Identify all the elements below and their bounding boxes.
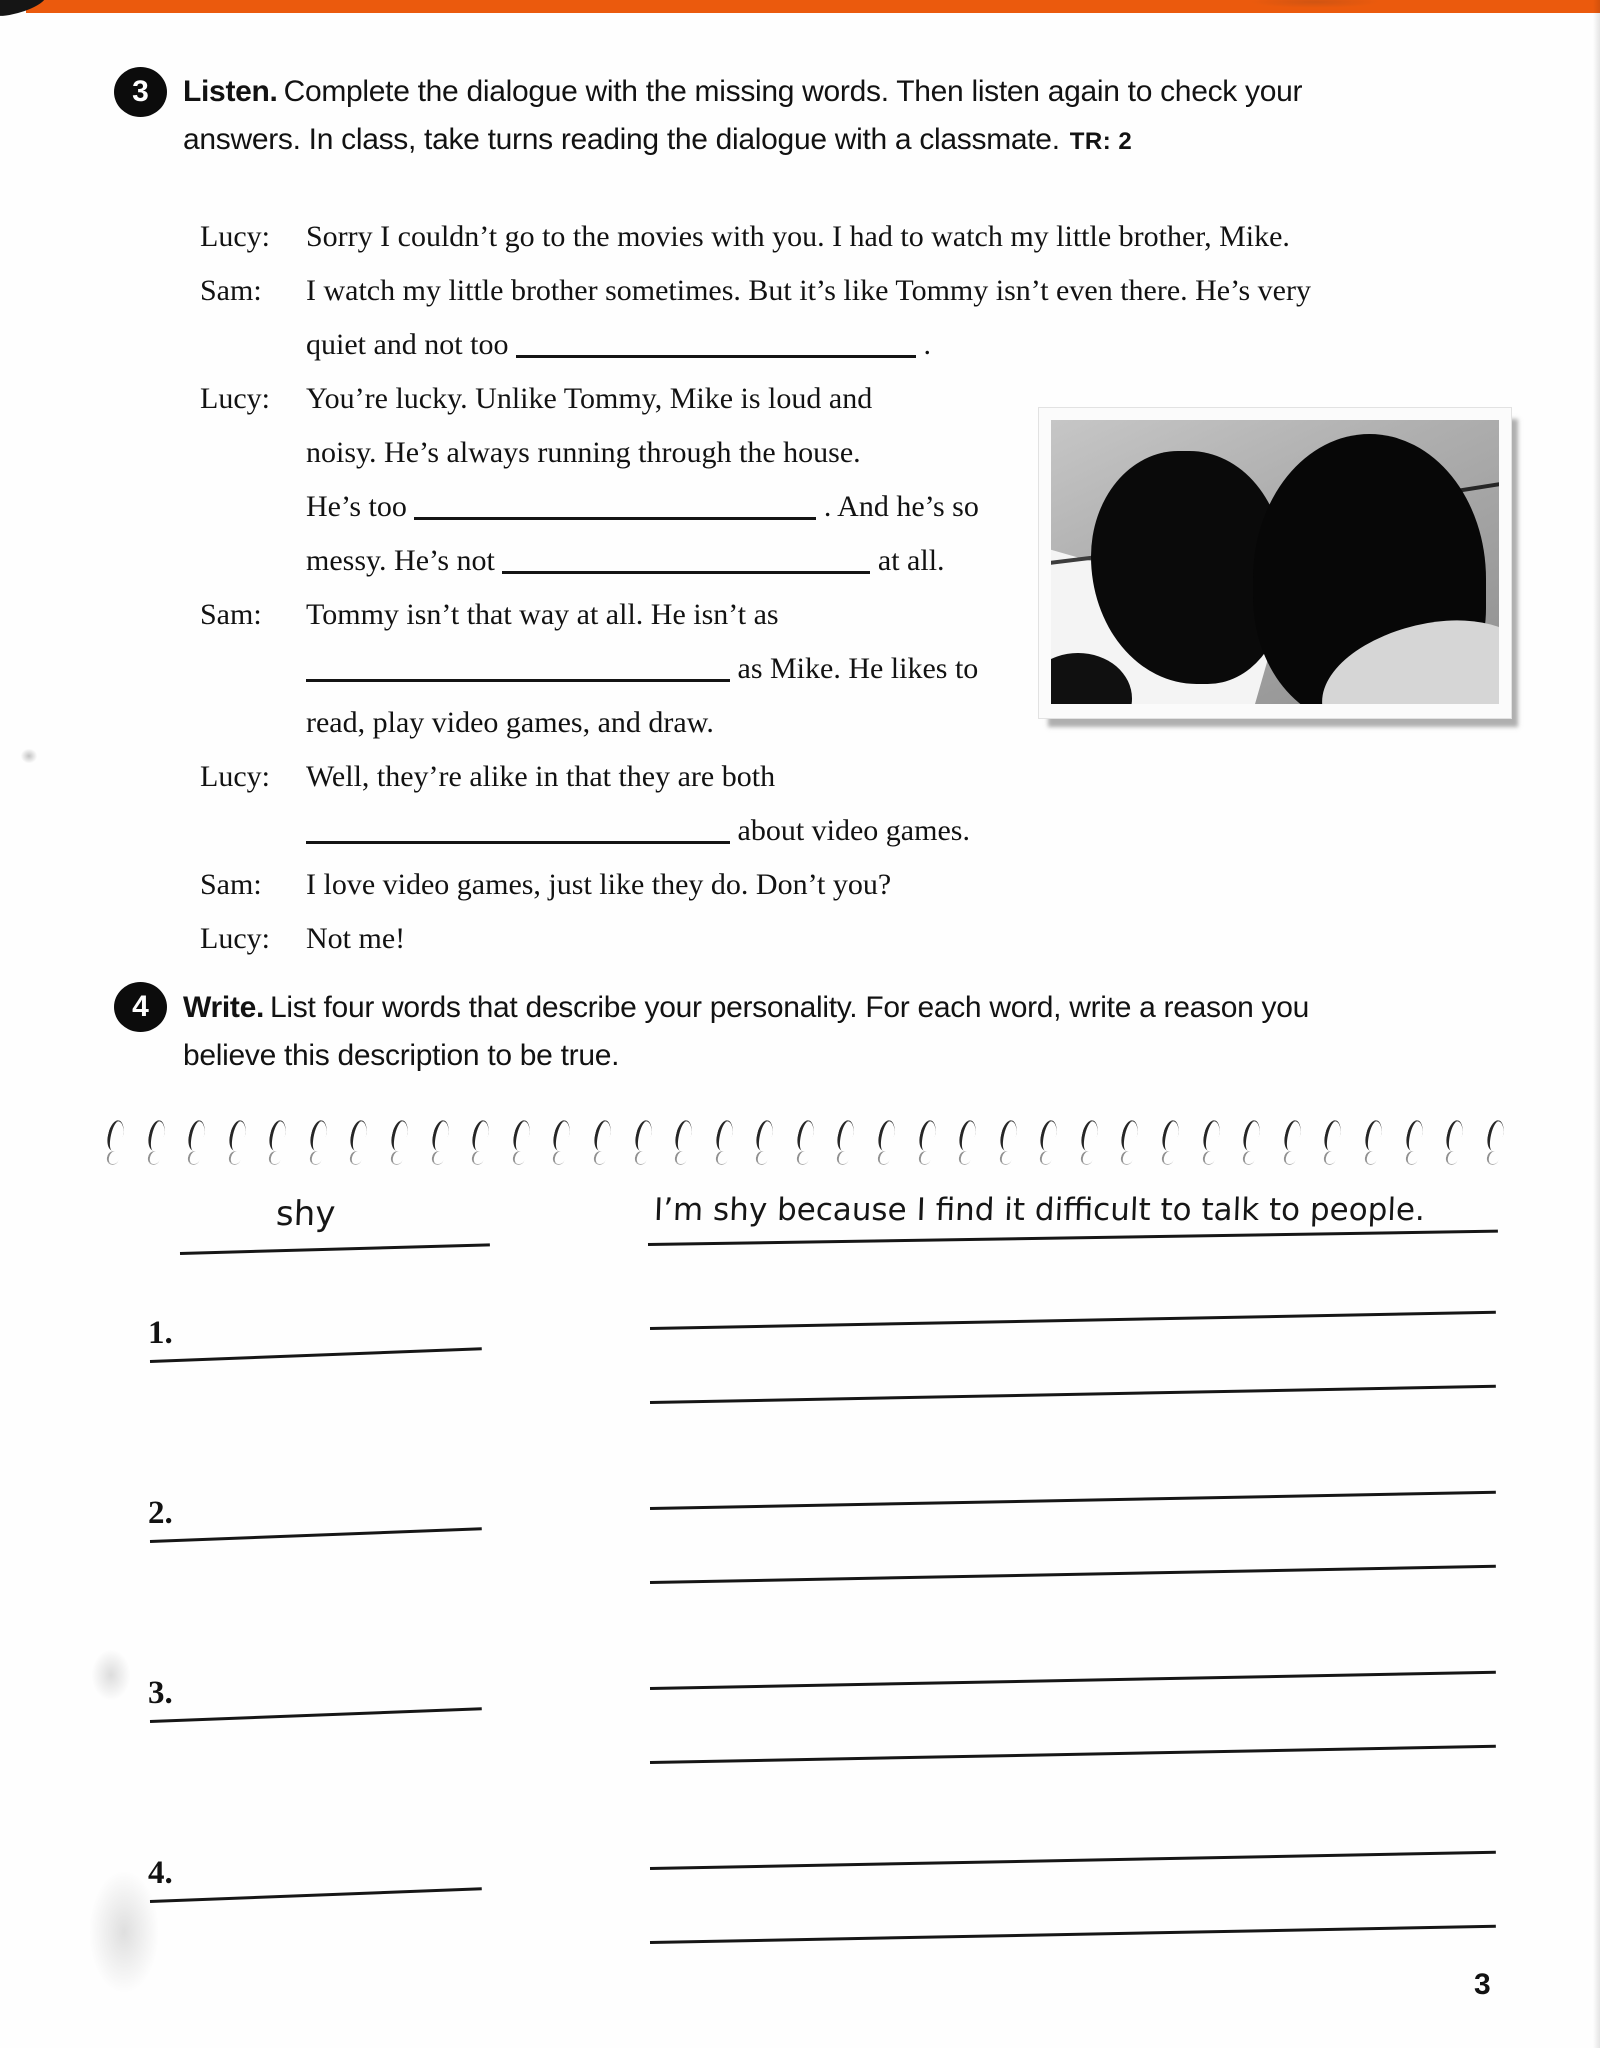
spiral-coil xyxy=(392,1120,404,1170)
spiral-coil xyxy=(1041,1120,1053,1170)
reason-line-1[interactable] xyxy=(650,1851,1496,1870)
speaker-label: Lucy: xyxy=(200,760,270,793)
reason-line-1[interactable] xyxy=(650,1491,1496,1510)
dialogue-line xyxy=(306,264,1311,318)
dialogue-text: Not me! xyxy=(306,922,406,955)
exercise-3-instruction-line1: Listen. Complete the dialogue with the missing words. Then listen again to check your xyxy=(183,75,1303,108)
scan-smudge xyxy=(20,748,38,764)
write-row xyxy=(0,1845,1600,2025)
dialogue-turn-body xyxy=(306,264,1311,372)
dialogue-text: I watch my little brother sometimes. But it’s like Tommy isn’t even there. He’s very xyxy=(306,274,1311,307)
fill-in-blank[interactable] xyxy=(306,659,730,682)
exercise-3-number: 3 xyxy=(132,75,149,108)
example-reason-line xyxy=(648,1230,1498,1246)
spiral-coil xyxy=(554,1120,566,1170)
dialogue-text: at all. xyxy=(870,544,945,577)
dialogue-turn-body xyxy=(306,588,978,750)
dialogue-turn xyxy=(200,210,1311,264)
dialogue-turn xyxy=(200,750,1311,858)
spiral-coil xyxy=(1082,1120,1094,1170)
word-blank-line[interactable] xyxy=(150,1887,482,1903)
dialogue-text: quiet and not too xyxy=(306,328,516,361)
spiral-coil xyxy=(1325,1120,1337,1170)
dialogue-turn-body xyxy=(306,858,891,912)
dialogue-text: Well, they’re alike in that they are both xyxy=(306,760,776,793)
dialogue-text: as Mike. He likes to xyxy=(730,652,979,685)
photo-image xyxy=(1051,420,1499,704)
dialogue-text: You’re lucky. Unlike Tommy, Mike is loud and xyxy=(306,382,873,415)
spiral-coil xyxy=(311,1120,323,1170)
dialogue-text: I love video games, just like they do. Don’t you? xyxy=(306,868,892,901)
dialogue-text: about video games. xyxy=(730,814,970,847)
word-blank-line[interactable] xyxy=(150,1347,482,1363)
reason-line-2[interactable] xyxy=(650,1565,1496,1584)
exercise-4-badge xyxy=(114,982,167,1032)
spiral-coil xyxy=(798,1120,810,1170)
dialogue-line xyxy=(306,426,979,480)
spiral-coil xyxy=(879,1120,891,1170)
speaker-label: Lucy: xyxy=(200,220,270,253)
write-row xyxy=(0,1305,1600,1485)
spiral-coil xyxy=(514,1120,526,1170)
dialogue-text: . xyxy=(915,328,931,361)
dialogue-line xyxy=(306,210,1290,264)
dialogue-text: read, play video games, and draw. xyxy=(306,706,714,739)
spiral-coil xyxy=(1244,1120,1256,1170)
speaker-label: Sam: xyxy=(200,598,262,631)
spiral-coil xyxy=(230,1120,242,1170)
exercise-4-title: Write. xyxy=(183,991,264,1024)
top-orange-bar xyxy=(26,0,1600,13)
spiral-coil xyxy=(920,1120,932,1170)
dialogue-line xyxy=(306,858,891,912)
page-number: 3 xyxy=(1474,1968,1491,2001)
write-row-number: 1. xyxy=(148,1315,173,1351)
example-word-line xyxy=(180,1243,490,1255)
write-row-number: 3. xyxy=(148,1675,173,1711)
spiral-coil xyxy=(1407,1120,1419,1170)
dialogue-turn xyxy=(200,858,1311,912)
example-reason: I’m shy because I find it difficult to talk to people. xyxy=(653,1192,1426,1228)
track-label: TR: 2 xyxy=(1069,128,1133,155)
dialogue-text: noisy. He’s always running through the house. xyxy=(306,436,861,469)
dialogue-text: . And he’s so xyxy=(816,490,979,523)
spiral-coil xyxy=(595,1120,607,1170)
write-row-number: 4. xyxy=(148,1855,173,1891)
exercise-3-title: Listen. xyxy=(183,75,278,108)
dialogue-turn xyxy=(200,264,1311,372)
reason-line-1[interactable] xyxy=(650,1311,1496,1330)
spiral-coil xyxy=(473,1120,485,1170)
spiral-coil xyxy=(838,1120,850,1170)
dialogue-text: Sorry I couldn’t go to the movies with you. I had to watch my little brother, Mike. xyxy=(306,220,1290,253)
write-row xyxy=(0,1485,1600,1665)
example-word: shy xyxy=(275,1194,337,1234)
exercise-4-instruction-line2: believe this description to be true. xyxy=(183,1039,620,1072)
fill-in-blank[interactable] xyxy=(414,497,816,520)
write-row xyxy=(0,1665,1600,1845)
spiral-coil xyxy=(351,1120,363,1170)
spiral-coil xyxy=(1447,1120,1459,1170)
speaker-label: Sam: xyxy=(200,274,262,307)
photo-two-brothers xyxy=(1038,407,1512,719)
spiral-coil xyxy=(636,1120,648,1170)
spiral-coil xyxy=(108,1120,120,1170)
dialogue-line xyxy=(306,642,978,696)
dialogue-line xyxy=(306,804,970,858)
spiral-coil xyxy=(676,1120,688,1170)
speaker-label: Lucy: xyxy=(200,382,270,415)
spiral-coil xyxy=(717,1120,729,1170)
dialogue-line xyxy=(306,750,970,804)
exercise-3-badge xyxy=(114,67,167,117)
spiral-row xyxy=(108,1120,1500,1170)
dialogue-turn-body xyxy=(306,912,405,966)
fill-in-blank[interactable] xyxy=(516,335,916,358)
spiral-coil xyxy=(433,1120,445,1170)
dialogue-turn-body xyxy=(306,750,970,858)
dialogue-line xyxy=(306,588,978,642)
dialogue-text: Tommy isn’t that way at all. He isn’t as xyxy=(306,598,779,631)
speaker-label: Sam: xyxy=(200,868,262,901)
dialogue-line xyxy=(306,696,978,750)
spiral-coil xyxy=(1204,1120,1216,1170)
speaker-label: Lucy: xyxy=(200,922,270,955)
spiral-coil xyxy=(1001,1120,1013,1170)
fill-in-blank[interactable] xyxy=(502,551,870,574)
spiral-coil xyxy=(189,1120,201,1170)
dialogue-turn-body xyxy=(306,210,1290,264)
spiral-coil xyxy=(149,1120,161,1170)
exercise-4-instruction-line1: Write. List four words that describe your personality. For each word, write a reason you xyxy=(183,991,1309,1024)
reason-line-1[interactable] xyxy=(650,1671,1496,1690)
dialogue-line xyxy=(306,318,1311,372)
dialogue-text: messy. He’s not xyxy=(306,544,503,577)
write-rows xyxy=(0,1305,1600,2025)
spiral-coil xyxy=(1366,1120,1378,1170)
exercise-3-instruction-line2: answers. In class, take turns reading the dialogue with a classmate. TR: 2 xyxy=(183,123,1133,156)
spiral-coil xyxy=(1285,1120,1297,1170)
dialogue-turn xyxy=(200,912,1311,966)
dialogue-turn-body xyxy=(306,372,979,588)
reason-line-2[interactable] xyxy=(650,1925,1496,1944)
spiral-coil xyxy=(757,1120,769,1170)
write-row-number: 2. xyxy=(148,1495,173,1531)
fill-in-blank[interactable] xyxy=(306,821,730,844)
spiral-coil xyxy=(270,1120,282,1170)
dialogue-line xyxy=(306,372,979,426)
exercise-4-number: 4 xyxy=(132,990,149,1023)
spiral-coil xyxy=(1488,1120,1500,1170)
dialogue-line xyxy=(306,534,979,588)
spiral-coil xyxy=(1163,1120,1175,1170)
dialogue-line xyxy=(306,480,979,534)
word-blank-line[interactable] xyxy=(150,1707,482,1723)
spiral-coil xyxy=(960,1120,972,1170)
dialogue-line xyxy=(306,912,405,966)
dialogue-text: He’s too xyxy=(306,490,415,523)
word-blank-line[interactable] xyxy=(150,1527,482,1543)
reason-line-2[interactable] xyxy=(650,1745,1496,1764)
spiral-coil xyxy=(1122,1120,1134,1170)
reason-line-2[interactable] xyxy=(650,1385,1496,1404)
